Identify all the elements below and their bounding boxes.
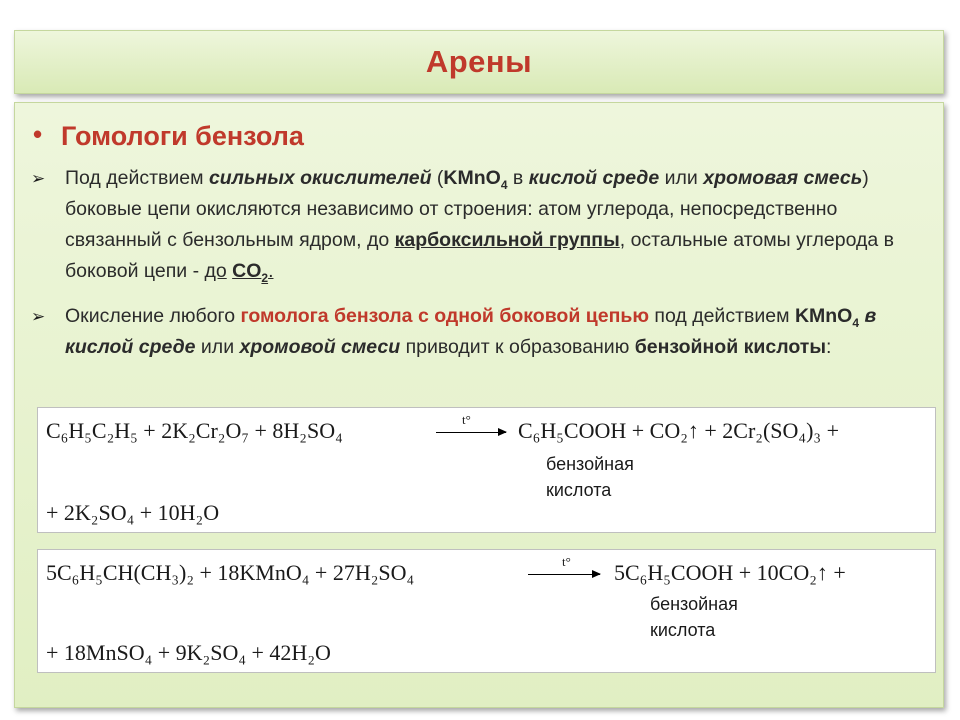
p1-g: или (659, 167, 704, 189)
p1-k: , остальные атомы углерода в боковой цепи - (65, 229, 895, 282)
eq1-left: C₆H₅C₂H₅ + 2K₂Cr₂O₇ + 8H₂SO₄ (46, 418, 343, 443)
p2-k: : (825, 336, 832, 358)
p1-co: CO (232, 260, 262, 282)
eq2-condition: t° (562, 554, 571, 569)
eq2-left: 5C₆H₅CH(CH₃)₂ + 18KMnO₄ + 27H₂SO₄ (46, 560, 415, 585)
point-2 (31, 301, 921, 363)
point-1-text (65, 163, 921, 287)
p1-e: в (507, 167, 529, 189)
p2-i: приводит к образованию (400, 336, 635, 358)
p2-j: бензойной кислоты (634, 336, 826, 358)
heading-text: Гомологи бензола (61, 121, 304, 151)
eq1-arrow-icon (436, 432, 506, 433)
eq1-note-1: бензойная (546, 454, 634, 474)
eq2-continuation: + 18MnSO₄ + 9K₂SO₄ + 42H₂O (46, 640, 331, 665)
eq1-continuation: + 2K₂SO₄ + 10H₂O (46, 500, 220, 525)
p1-j: карбоксильной группы (394, 229, 620, 251)
p1-b: сильных окислителей (208, 167, 432, 189)
bullet-dot-icon: • (33, 119, 43, 149)
eq1-right: C₆H₅COOH + CO₂↑ + 2Cr₂(SO₄)₃ + (518, 418, 839, 443)
p1-i: ) боковые цепи окисляются независимо от строения: атом углерода, непосредственно связанный с бензольным ядром, до (65, 167, 869, 251)
p1-kmno-sub: 4 (500, 177, 508, 192)
eq2-note-1: бензойная (650, 594, 738, 614)
arrow-bullet-icon: ➢ (31, 307, 46, 326)
section-heading (33, 119, 304, 152)
p1-co-sub: 2 (261, 270, 269, 285)
p1-a: Под действием (65, 167, 209, 189)
eq2-arrow-icon (528, 574, 600, 575)
p1-h: хромовая смесь (703, 167, 863, 189)
p1-c: ( (431, 167, 444, 189)
p2-a: Окисление любого (65, 305, 241, 327)
eq2-note-2: кислота (650, 620, 716, 640)
point-1 (31, 163, 921, 287)
arrow-bullet-icon: ➢ (31, 169, 46, 188)
p2-e: в (859, 305, 877, 327)
p2-g: или (195, 336, 240, 358)
p1-n: . (268, 260, 274, 282)
slide-title: Арены (425, 44, 533, 79)
title-bar (14, 30, 944, 94)
p1-kmno: KMnO (443, 167, 501, 189)
p2-h: хромовой смеси (239, 336, 401, 358)
p1-l: до (204, 260, 227, 282)
point-2-text (65, 301, 921, 363)
equation-2-box (37, 549, 936, 673)
eq2-right: 5C₆H₅COOH + 10CO₂↑ + (614, 560, 846, 585)
eq1-note-2: кислота (546, 480, 612, 500)
p2-f: кислой среде (65, 336, 196, 358)
p2-kmno: KMnO (794, 305, 853, 327)
equation-1-box (37, 407, 936, 533)
p2-kmno-sub: 4 (852, 315, 860, 330)
p1-f: кислой среде (528, 167, 660, 189)
p2-b: гомолога бензола с одной боковой цепью (240, 305, 650, 327)
p2-c: под действием (649, 305, 795, 327)
eq1-condition: t° (462, 412, 471, 427)
content-panel (14, 102, 944, 708)
